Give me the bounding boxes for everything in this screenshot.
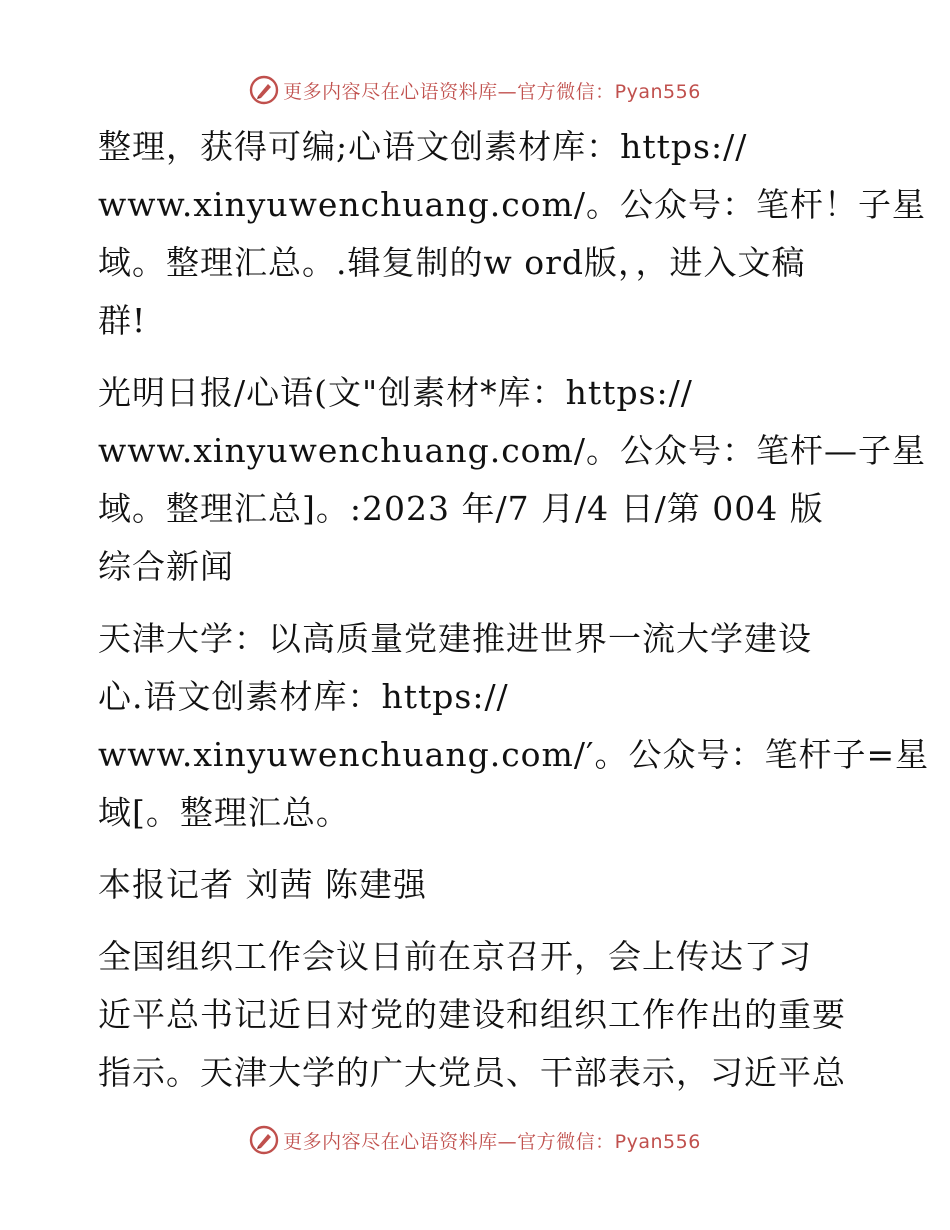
text-line: www.xinyuwenchuang.com/′。公众号：笔杆子=星 xyxy=(98,735,930,774)
document-body xyxy=(98,118,930,1116)
text-line: 域[。整理汇总。 xyxy=(98,793,350,832)
banner-text: 更多内容尽在心语资料库—官方微信：Pyan556 xyxy=(283,80,701,103)
banner-text: 更多内容尽在心语资料库—官方微信：Pyan556 xyxy=(283,1130,701,1153)
paragraph xyxy=(98,364,926,596)
text-line: 光明日报/心语(文"创素材*库：https:// xyxy=(98,373,693,412)
text-line: 天津大学：以高质量党建推进世界一流大学建设 xyxy=(98,619,812,658)
text-line: 心.语文创素材库：https:// xyxy=(98,677,509,716)
byline: 本报记者 刘茜 陈建强 xyxy=(98,865,427,904)
paragraph xyxy=(98,118,926,350)
text-line: www.xinyuwenchuang.com/。公众号：笔杆—子星 xyxy=(98,431,926,470)
text-line: 域。整理汇总]。:2023 年/7 月/4 日/第 004 版 xyxy=(98,489,824,528)
pen-logo-icon xyxy=(249,75,279,105)
text-line: 整理，获得可编;心语文创素材库：https:// xyxy=(98,127,748,166)
text-line: 综合新闻 xyxy=(98,547,234,586)
text-line: 域。整理汇总。.辑复制的w ord版，，进入文稿 xyxy=(98,243,806,282)
text-line: 群! xyxy=(98,301,147,340)
text-line: 近平总书记近日对党的建设和组织工作作出的重要 xyxy=(98,995,846,1034)
header-banner xyxy=(0,70,950,110)
text-line: www.xinyuwenchuang.com/。公众号：笔杆！子星 xyxy=(98,185,926,224)
byline-paragraph xyxy=(98,856,858,914)
paragraph xyxy=(98,928,858,1102)
text-line: 全国组织工作会议日前在京召开，会上传达了习 xyxy=(98,937,812,976)
pen-logo-icon xyxy=(249,1125,279,1155)
paragraph xyxy=(98,610,930,842)
text-line: 指示。天津大学的广大党员、干部表示，习近平总 xyxy=(98,1053,846,1092)
footer-banner xyxy=(0,1120,950,1160)
